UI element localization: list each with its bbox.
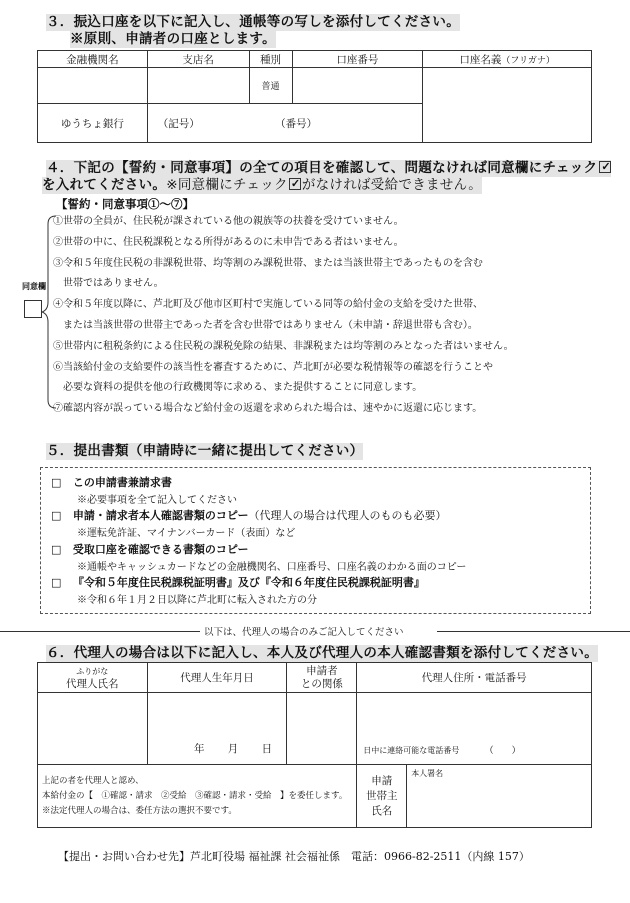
daytime-phone-label: 日中に連絡可能な電話番号 xyxy=(363,746,460,755)
agent-divider-line-left xyxy=(0,631,200,632)
agree-label: 同意欄 xyxy=(22,281,46,291)
pledge-item: ⑥当該給付金の支給要件の該当性を審査するために、芦北町が必要な税情報等の確認を行うことや xyxy=(53,361,493,373)
doc-item: □ 申請・請求者本人確認書類のコピー（代理人の場合は代理人のものも必要） xyxy=(51,509,447,522)
doc-checkbox[interactable]: □ xyxy=(51,543,62,556)
agent-name-field[interactable] xyxy=(38,693,148,765)
bank-name-field[interactable] xyxy=(38,68,148,104)
agent-divider-text: 以下は、代理人の場合のみご記入してください xyxy=(204,627,404,638)
section3-title: ３．振込口座を以下に記入し、通帳等の写しを添付してください。 xyxy=(46,14,460,30)
pledge-item: または当該世帯の世帯主であった者を含む世帯ではありません（未申請・辞退世帯も含む）。 xyxy=(53,319,478,331)
branch-name-field[interactable] xyxy=(147,68,249,104)
pledge-item: ④令和５年度以降に、芦北町及び他市区町村で実施している同等の給付金の支給を受けた世帯、 xyxy=(53,299,483,311)
section4-title-line1: ４．下記の【誓約・同意事項】の全ての項目を確認して、問題なければ同意欄にチェック ✓ xyxy=(46,160,611,176)
doc-checkbox[interactable]: □ xyxy=(51,576,62,589)
section5-title: ５．提出書類（申請時に一緒に提出してください） xyxy=(46,443,364,459)
agent-address-field[interactable] xyxy=(357,693,592,765)
pledge-item: 必要な資料の提供を他の行政機関等に求める、また提供することに同意します。 xyxy=(53,382,423,394)
header-account-holder: 口座名義（フリガナ） xyxy=(423,51,592,68)
section4-title-line2: を入れてください。※同意欄にチェック ✓ がなければ受給できません。 xyxy=(42,177,483,193)
month-label: 月 xyxy=(227,743,239,755)
pledge-item: ⑦確認内容が誤っている場合など給付金の返還を求められた場合は、速やかに返還に応じます。 xyxy=(53,403,483,415)
header-relationship: 申請者 との関係 xyxy=(287,663,357,693)
pledge-item: ③令和５年度住民税の非課税世帯、均等割のみ課税世帯、または当該世帯主であったものを含む xyxy=(53,257,483,269)
doc-item: □ 『令和５年度住民税課税証明書』及び『令和６年度住民税課税証明書』 xyxy=(51,576,425,589)
header-account-type: 種別 xyxy=(249,51,292,68)
pledge-item: ②世帯の中に、住民税課税となる所得があるのに未申告である者はいません。 xyxy=(53,236,404,248)
doc-item: □ この申請書兼請求書 xyxy=(51,476,172,489)
header-account-number: 口座番号 xyxy=(292,51,423,68)
agent-divider-line-right xyxy=(437,631,630,632)
required-documents-box xyxy=(40,467,591,614)
pledge-item: ①世帯の全員が、住民税が課されている他の親族等の扶養を受けていません。 xyxy=(53,216,404,227)
doc-checkbox[interactable]: □ xyxy=(51,476,62,489)
account-number-field[interactable] xyxy=(292,68,423,104)
doc-item: □ 受取口座を確認できる書類のコピー xyxy=(51,543,249,556)
self-signature-label: 本人署名 xyxy=(411,769,444,778)
agree-checkbox[interactable] xyxy=(24,300,42,318)
household-head-label: 申請 世帯主 氏名 xyxy=(357,765,407,828)
bango-label: （番号） xyxy=(275,117,318,130)
footer-contact: 【提出・お問い合わせ先】芦北町役場 福祉課 社会福祉係 電話：0966-82-2511（内線 157） xyxy=(58,850,530,863)
self-signature-field[interactable] xyxy=(407,765,592,828)
yucho-bank-label: ゆうちょ銀行 xyxy=(38,104,148,143)
doc-checkbox[interactable]: □ xyxy=(51,509,62,522)
doc-note: ※運転免許証、マイナンバーカード（表面）など xyxy=(77,528,296,539)
phone-paren: （ ） xyxy=(484,746,521,756)
header-furigana: （フリガナ） xyxy=(501,55,555,66)
section3-note: ※原則、申請者の口座とします。 xyxy=(70,31,276,47)
doc-note: ※令和６年１月２日以降に芦北町に転入された方の分 xyxy=(77,595,317,606)
pledge-list xyxy=(53,212,514,420)
account-type-value: 普通 xyxy=(249,68,292,104)
section6-title: ６．代理人の場合は以下に記入し、本人及び代理人の本人確認書類を添付してください。 xyxy=(46,645,598,661)
checkmark-box-icon: ✓ xyxy=(601,160,611,173)
relationship-field[interactable] xyxy=(287,693,357,765)
pledge-item: ⑤世帯内に租税条約による住民税の課税免除の結果、非課税または均等割のみとなった者はいません。 xyxy=(53,340,514,352)
bank-account-table xyxy=(37,50,592,143)
pledge-item: 世帯ではありません。 xyxy=(53,278,164,290)
header-bank-name: 金融機関名 xyxy=(38,51,148,68)
year-label: 年 xyxy=(193,743,205,755)
day-label: 日 xyxy=(261,743,273,755)
header-branch-name: 支店名 xyxy=(147,51,249,68)
agent-table xyxy=(37,662,592,828)
header-agent-birthdate: 代理人生年月日 xyxy=(147,663,287,693)
agent-birthdate-field[interactable] xyxy=(147,693,287,765)
doc-note: ※必要事項を全て記入してください xyxy=(77,495,237,506)
account-holder-field[interactable] xyxy=(423,68,592,143)
kigo-label: （記号） xyxy=(157,117,200,130)
checkmark-box-icon: ✓ xyxy=(290,177,301,190)
delegation-statement: 上記の者を代理人と認め、 本給付金の【 ①確認・請求 ②受給 ③確認・請求・受給 】を委任します。 ※法定代理人の場合は、委任方法の選択不要です。 xyxy=(38,765,357,828)
yucho-code-field[interactable] xyxy=(147,104,423,143)
header-agent-name: ふりがな 代理人氏名 xyxy=(38,663,148,693)
pledge-subheading: 【誓約・同意事項①～⑦】 xyxy=(56,197,194,211)
doc-note: ※通帳やキャッシュカードなどの金融機関名、口座番号、口座名義のわかる面のコピー xyxy=(77,562,467,573)
header-agent-address: 代理人住所・電話番号 xyxy=(357,663,592,693)
